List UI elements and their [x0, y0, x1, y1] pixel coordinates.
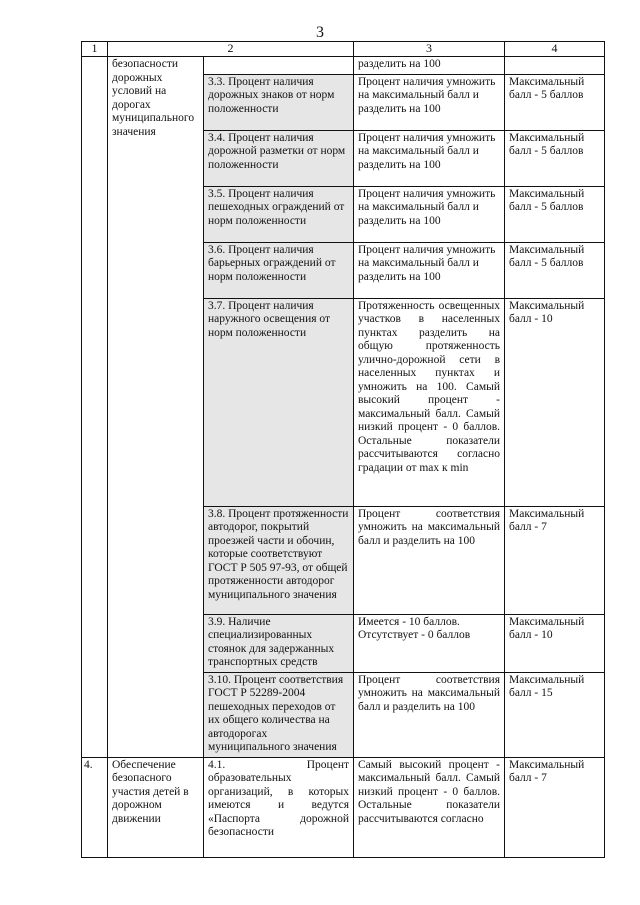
- section-4-name: Обеспечение безопасного участия детей в дорожном движении: [108, 757, 204, 857]
- table-row: [82, 57, 605, 75]
- criterion-cell: 3.7. Процент наличия наружного освещения от норм положенности: [204, 298, 354, 506]
- criterion-cell: 3.3. Процент наличия дорожных знаков от норм положенности: [204, 74, 354, 130]
- criterion-cell: 3.9. Наличие специализированных стоянок для задержанных транспортных средств: [204, 614, 354, 672]
- method-cell: Протяженность освещенных участков в населенных пунктах разделить на общую протяженность улично-дорожной сети в населенных пунктах и умножить на 100. Самый высокий процент - максимальный балл. Самый низкий процент - 0 баллов. Остальные показатели рассчитываются согласно градации от max к min: [354, 298, 505, 506]
- section-3-name: безопасности дорожных условий на дорогах муниципального значения: [108, 57, 204, 758]
- criterion-cell: 4.1. Процент образовательных организаций, в которых имеются и ведутся «Паспорта дорожной безопасности: [204, 757, 354, 857]
- row-continued-criterion: [204, 57, 354, 75]
- column-1-header: 1: [82, 42, 108, 57]
- table-row: [82, 757, 605, 857]
- criterion-cell: 3.6. Процент наличия барьерных ограждений от норм положенности: [204, 242, 354, 298]
- column-number-row: [82, 42, 605, 57]
- row-continued-score: [505, 57, 605, 75]
- section-4-number: 4.: [82, 757, 108, 857]
- column-4-header: 4: [505, 42, 605, 57]
- score-cell: Максимальный балл - 7: [505, 506, 605, 614]
- section-3-number-cell: [82, 57, 108, 758]
- score-cell: Максимальный балл - 10: [505, 298, 605, 506]
- method-cell: Процент наличия умножить на максимальный балл и разделить на 100: [354, 186, 505, 242]
- method-cell: Процент соответствия умножить на максимальный балл и разделить на 100: [354, 672, 505, 757]
- method-cell: Имеется - 10 баллов. Отсутствует - 0 баллов: [354, 614, 505, 672]
- criterion-cell: 3.5. Процент наличия пешеходных ограждений от норм положенности: [204, 186, 354, 242]
- score-cell: Максимальный балл - 5 баллов: [505, 130, 605, 186]
- method-cell: Процент наличия умножить на максимальный балл и разделить на 100: [354, 242, 505, 298]
- column-3-header: 3: [354, 42, 505, 57]
- criterion-cell: 3.8. Процент протяженности автодорог, покрытий проезжей части и обочин, которые соответствуют ГОСТ Р 505 97-93, от общей протяженности автодорог муниципального значения: [204, 506, 354, 614]
- column-2-header: 2: [108, 42, 354, 57]
- score-cell: Максимальный балл - 5 баллов: [505, 242, 605, 298]
- score-cell: Максимальный балл - 15: [505, 672, 605, 757]
- score-cell: Максимальный балл - 7: [505, 757, 605, 857]
- score-cell: Максимальный балл - 5 баллов: [505, 186, 605, 242]
- page-number: 3: [316, 24, 324, 41]
- score-cell: Максимальный балл - 10: [505, 614, 605, 672]
- method-cell: Процент наличия умножить на максимальный балл и разделить на 100: [354, 130, 505, 186]
- method-cell: Процент соответствия умножить на максимальный балл и разделить на 100: [354, 506, 505, 614]
- method-cell: Процент наличия умножить на максимальный балл и разделить на 100: [354, 74, 505, 130]
- criteria-table-wrapper: [81, 41, 604, 858]
- criterion-cell: 3.10. Процент соответствия ГОСТ Р 52289-2004 пешеходных переходов от их общего количества на автодорогах муниципального значения: [204, 672, 354, 757]
- criteria-table: [81, 41, 605, 858]
- method-cell: Самый высокий процент - максимальный балл. Самый низкий процент - 0 баллов. Остальные показатели рассчитываются согласно: [354, 757, 505, 857]
- row-continued-method: разделить на 100: [354, 57, 505, 75]
- score-cell: Максимальный балл - 5 баллов: [505, 74, 605, 130]
- criterion-cell: 3.4. Процент наличия дорожной разметки от норм положенности: [204, 130, 354, 186]
